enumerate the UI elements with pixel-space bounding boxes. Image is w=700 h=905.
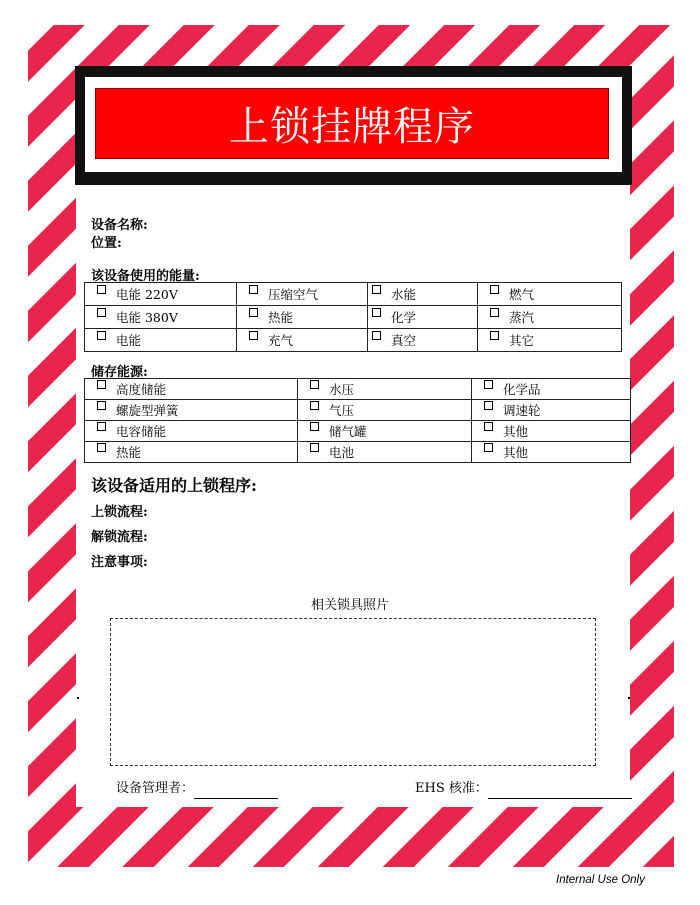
- manager-signature: [116, 777, 278, 799]
- page-title: 上锁挂牌程序: [229, 104, 475, 150]
- photo-placeholder: [110, 618, 596, 766]
- manager-signature-line[interactable]: [194, 783, 278, 799]
- photo-caption: 相关锁具照片: [310, 598, 389, 613]
- option-label: 高度储能: [116, 382, 167, 397]
- checkbox[interactable]: [310, 443, 319, 452]
- checkbox[interactable]: [97, 380, 106, 389]
- checkbox[interactable]: [490, 331, 499, 340]
- table-row: [85, 379, 631, 400]
- checkbox[interactable]: [97, 285, 106, 294]
- option-label: 热能: [268, 310, 294, 325]
- option-label: 其它: [509, 333, 535, 348]
- energy-heading: 该设备使用的能量:: [91, 269, 200, 284]
- option-label: 充气: [268, 333, 294, 348]
- option-label: 化学: [391, 310, 417, 325]
- option-label: 储气罐: [329, 424, 367, 439]
- option-label: 调速轮: [503, 403, 541, 418]
- checkbox[interactable]: [310, 380, 319, 389]
- option-label: 电能: [116, 333, 142, 348]
- checkbox[interactable]: [484, 401, 493, 410]
- option-label: 水能: [391, 287, 417, 302]
- manager-label: 设备管理者：: [116, 781, 195, 796]
- checkbox[interactable]: [310, 422, 319, 431]
- notes-label: 注意事项:: [91, 555, 148, 570]
- energy-table: [84, 282, 622, 352]
- footer-note: Internal Use Only: [556, 874, 645, 886]
- table-row: [85, 329, 622, 352]
- ehs-signature: [415, 777, 632, 799]
- checkbox[interactable]: [490, 285, 499, 294]
- ehs-signature-line[interactable]: [488, 783, 632, 799]
- option-label: 化学品: [503, 382, 541, 397]
- stored-energy-heading: 储存能源:: [91, 365, 148, 380]
- checkbox[interactable]: [97, 422, 106, 431]
- checkbox[interactable]: [97, 443, 106, 452]
- option-label: 压缩空气: [268, 287, 319, 302]
- option-label: 电能 220V: [116, 287, 178, 302]
- stored-energy-table: [84, 378, 631, 463]
- checkbox[interactable]: [249, 285, 258, 294]
- checkbox[interactable]: [249, 308, 258, 317]
- margin-mark: [628, 697, 630, 699]
- checkbox[interactable]: [372, 308, 381, 317]
- option-label: 电池: [329, 445, 355, 460]
- option-label: 电容储能: [116, 424, 167, 439]
- title-banner: [95, 88, 609, 159]
- checkbox[interactable]: [97, 331, 106, 340]
- option-label: 电能 380V: [116, 310, 178, 325]
- table-row: [85, 283, 622, 306]
- table-row: [85, 442, 631, 463]
- option-label: 燃气: [509, 287, 535, 302]
- checkbox[interactable]: [97, 308, 106, 317]
- lock-flow-label: 上锁流程:: [91, 505, 148, 520]
- option-label: 真空: [391, 333, 417, 348]
- checkbox[interactable]: [484, 422, 493, 431]
- equipment-name-label: 设备名称:: [91, 218, 148, 233]
- checkbox[interactable]: [484, 380, 493, 389]
- table-row: [85, 421, 631, 442]
- checkbox[interactable]: [490, 308, 499, 317]
- option-label: 水压: [329, 382, 355, 397]
- option-label: 其他: [503, 445, 529, 460]
- checkbox[interactable]: [97, 401, 106, 410]
- margin-mark: [77, 697, 79, 699]
- unlock-flow-label: 解锁流程:: [91, 530, 148, 545]
- checkbox[interactable]: [372, 331, 381, 340]
- option-label: 其他: [503, 424, 529, 439]
- procedure-heading: 该设备适用的上锁程序:: [91, 476, 257, 495]
- option-label: 热能: [116, 445, 142, 460]
- checkbox[interactable]: [249, 331, 258, 340]
- option-label: 蒸汽: [509, 310, 535, 325]
- location-label: 位置:: [91, 236, 122, 251]
- checkbox[interactable]: [372, 285, 381, 294]
- option-label: 螺旋型弹簧: [116, 403, 179, 418]
- table-row: [85, 306, 622, 329]
- checkbox[interactable]: [310, 401, 319, 410]
- checkbox[interactable]: [484, 443, 493, 452]
- table-row: [85, 400, 631, 421]
- option-label: 气压: [329, 403, 355, 418]
- ehs-label: EHS 核准：: [415, 781, 488, 796]
